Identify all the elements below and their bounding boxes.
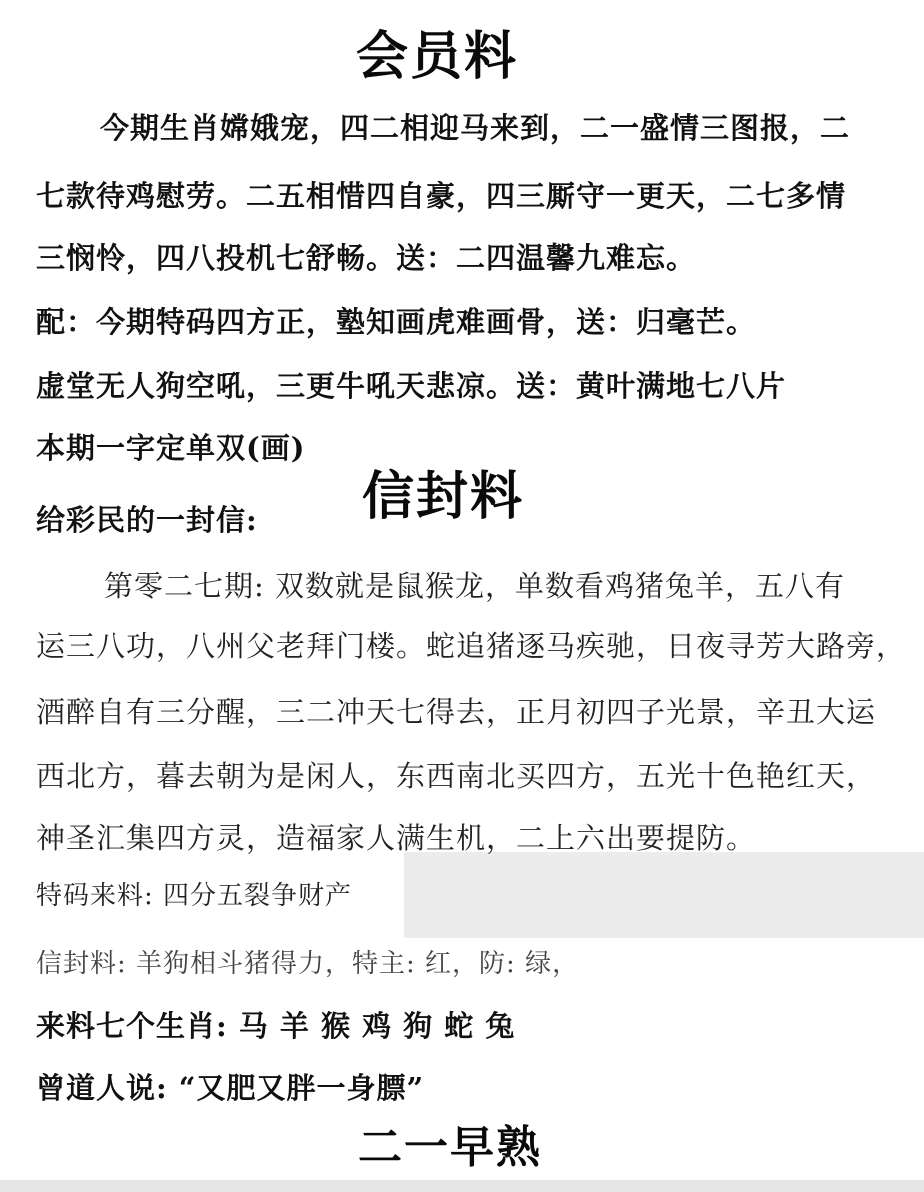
letter-line-2: 运三八功，八州父老拜门楼。蛇追猪逐马疾驰，日夜寻芳大路旁， [36, 629, 907, 663]
letter-line-1: 第零二七期: 双数就是鼠猴龙，单数看鸡猪兔羊，五八有 [104, 569, 845, 603]
gray-highlight-block [404, 852, 924, 938]
empty-hall-line: 虚堂无人狗空吼，三更牛吼天悲凉。送：黄叶满地七八片 [36, 369, 787, 403]
letter-line-5: 神圣汇集四方灵，造福家人满生机，二上六出要提防。 [36, 821, 757, 855]
seven-zodiacs-line: 来料七个生肖: 马 羊 猴 鸡 狗 蛇 兔 [36, 1009, 516, 1043]
member-poem-line-2: 七款待鸡慰劳。二五相惜四自豪，四三厮守一更天，二七多情 [36, 179, 847, 213]
letter-line-3: 酒醉自有三分醒，三二冲天七得去，正月初四子光景，辛丑大运 [36, 695, 877, 729]
pairing-line: 配：今期特码四方正，塾知画虎难画骨，送：归毫芒。 [36, 305, 757, 339]
odd-even-line: 本期一字定单双(画) [36, 431, 306, 465]
letter-line-4: 西北方，暮去朝为是闲人，东西南北买四方，五光十色艳红天， [36, 759, 877, 793]
bottom-gray-bar [0, 1180, 924, 1192]
member-poem-line-1: 今期生肖嫦娥宠，四二相迎马来到，二一盛情三图报，二 [100, 111, 851, 145]
special-code-source: 特码来料: 四分五裂争财产 [36, 881, 353, 911]
letter-greeting: 给彩民的一封信: [36, 503, 258, 537]
member-material-title: 会员料 [356, 26, 519, 87]
envelope-material-line: 信封料: 羊狗相斗猪得力，特主: 红，防: 绿， [36, 949, 580, 979]
member-poem-line-3: 三悯怜，四八投机七舒畅。送：二四温馨九难忘。 [36, 241, 697, 275]
footer-title: 二一早熟 [358, 1122, 542, 1173]
taoist-saying-line: 曾道人说: “又肥又胖一身膘” [36, 1071, 425, 1105]
envelope-material-title: 信封料 [362, 466, 525, 527]
